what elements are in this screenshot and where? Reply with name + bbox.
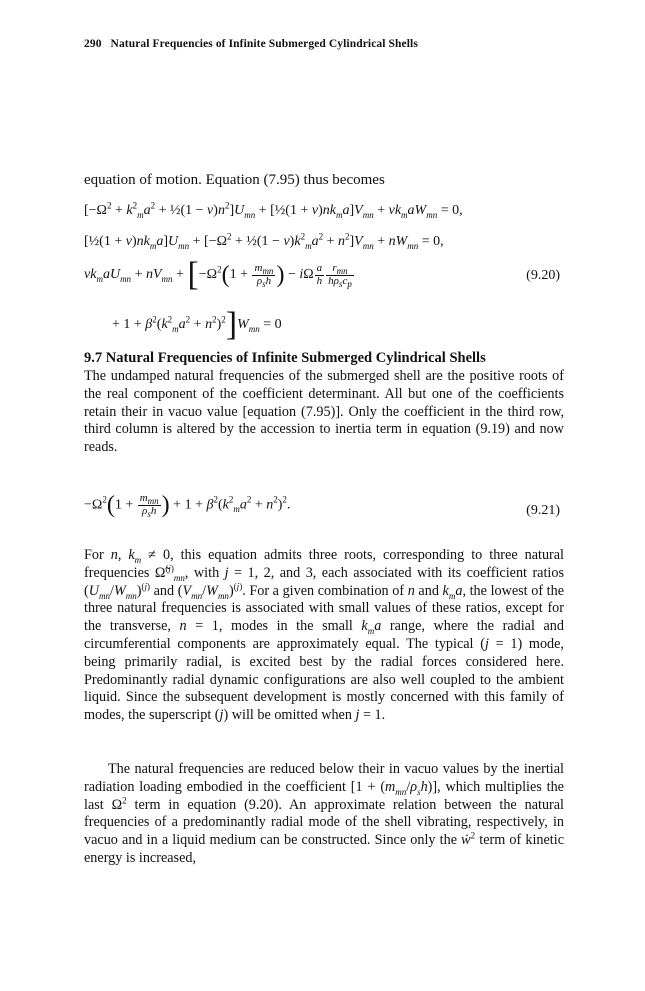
equation-9-20-line-4: + $1 + \beta^2(k^2_ma^2 + n^2)^2]W_{mn} = 0$ xyxy=(112,306,282,343)
equation-9-20-number: (9.20) xyxy=(526,268,560,283)
equation-9-20-line-3: $\nu k_maU_{mn} + nV_{mn} + [-\Omega^2(1$ + $\frac{m_{mn}}{\rho_sh}$ ) − iΩ $\frac{a}{h}$ $\frac{r_{mn}}{h\rho_sc_p}$ xyxy=(84,256,352,293)
equation-9-21: $-\Omega^2(1$ + $\frac{m_{mn}}{\rho_sh}$ ) + $1 + \beta^2(k^2_ma^2 + n^2)^2$. xyxy=(84,492,291,519)
paragraph-3: The natural frequencies are reduced below their in vacuo values by the inertial radiation loading embodied in the coefficient $[1 + (m_{mn}/\rho_sh)]$, which multiplies the last $\Omega^2$ term in equation (9.20). An approximate relation between the natural frequencies of a predominantly radial mode of the shell vibrating, respectively, in vacuo and in a liquid medium can be constructed. Since only the ẇ$^2$ term of kinetic energy is increased, xyxy=(84,761,565,866)
page-number: 290 xyxy=(84,38,102,50)
running-head xyxy=(84,38,418,50)
running-title: Natural Frequencies of Infinite Submerged Cylindrical Shells xyxy=(110,38,418,50)
equation-9-20-line-1: [$-\Omega^2 + k^2_ma^2$ + ½(1 − $\nu)n^2]U_{mn}$ + [½(1 + $\nu)nk_ma]V_{mn} + \nu k_maW_{mn} = 0$, xyxy=(84,200,463,220)
equation-9-20-line-2: [½(1 + $\nu)nk_ma]U_{mn} + [-\Omega^2$ + ½(1 − $\nu)k^2_ma^2 + n^2]V_{mn} + nW_{mn} = 0$, xyxy=(84,231,444,251)
section-heading: 9.7 Natural Frequencies of Infinite Submerged Cylindrical Shells xyxy=(84,350,486,366)
intro-text: equation of motion. Equation (7.95) thus becomes xyxy=(84,172,385,188)
paragraph-1: The undamped natural frequencies of the submerged shell are the positive roots of the real component of the coefficient determinant. All but one of the coefficients retain their in vacuo value [equation (7.95)]. Only the coefficient in the third row, third column is altered by the accession to inertia term in equation (9.19) and now reads. xyxy=(84,368,564,456)
paragraph-2: For n, $k_m \ne 0$, this equation admits three roots, corresponding to three natural frequencies Ω̃$^{(j)}_{mn}$, with j = 1, 2, and 3, each associated with its coefficient ratios $(U_{mn}/W_{mn})^{(j)}$ and $(V_{mn}/W_{mn})^{(j)}$. For a given combination of n and $k_ma$, the lowest of the three natural frequencies is associated with small values of these ratios, except for the transverse, n = 1, modes in the small $k_ma$ range, where the radial and circumferential components are approximately equal. The typical (j = 1) mode, being primarily radial, is excited best by the radial forces considered here. Predominantly radial dynamic configurations are also well coupled to the ambient liquid. Since the subsequent development is mostly concerned with this family of modes, the superscript (j) will be omitted when j = 1. xyxy=(84,547,564,724)
equation-9-21-number: (9.21) xyxy=(526,503,560,518)
